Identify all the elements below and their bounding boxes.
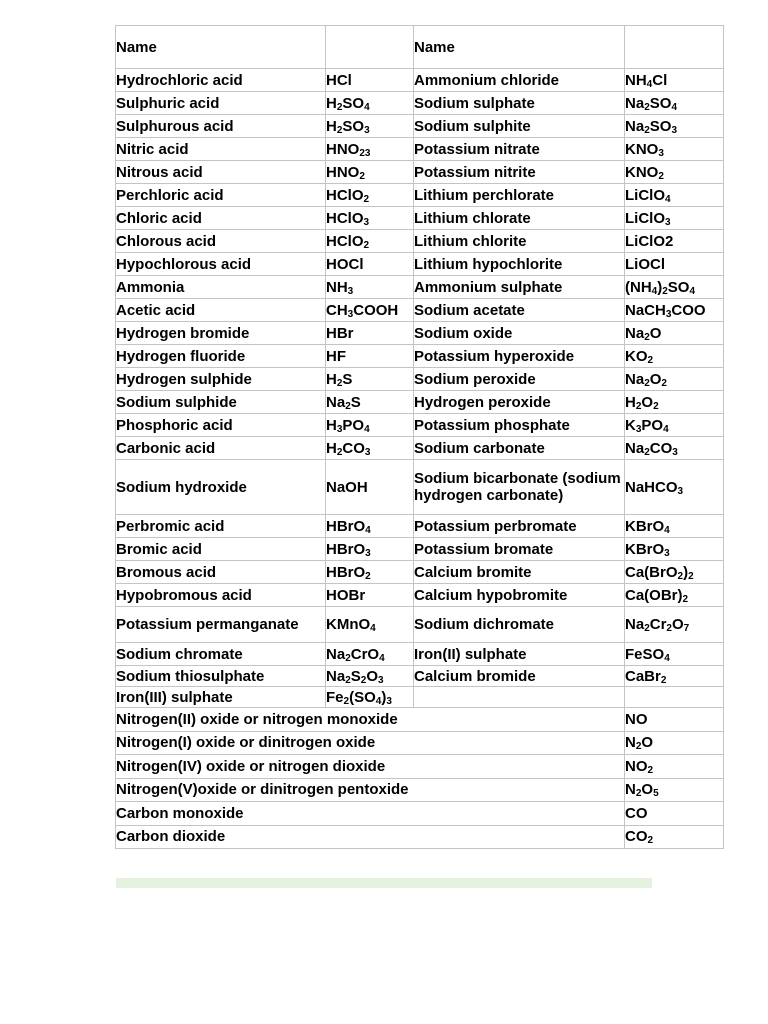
left-formula-cell: HClO$_2$ (326, 184, 414, 207)
table-row-wide (116, 802, 724, 826)
table-row (116, 584, 724, 607)
header-empty-cell (326, 26, 414, 69)
table-row (116, 391, 724, 414)
right-name-cell: Potassium phosphate (414, 414, 625, 437)
left-formula-cell: HClO$_2$ (326, 230, 414, 253)
left-formula-cell: HBrO$_4$ (326, 515, 414, 538)
right-name-cell: Sodium peroxide (414, 368, 625, 391)
table-row (116, 561, 724, 584)
right-formula-cell: NaCH$_3$COO (625, 299, 724, 322)
compound-formula-cell: $N_2O$ (625, 731, 724, 755)
chemical-names-table (115, 25, 724, 849)
left-formula-cell: HBr (326, 322, 414, 345)
right-name-cell: Sodium bicarbonate (sodium hydrogen carbonate) (414, 460, 625, 515)
right-formula-cell: LiClO$_3$ (625, 207, 724, 230)
left-formula-cell: HF (326, 345, 414, 368)
left-formula-cell: KMnO$_4$ (326, 607, 414, 643)
left-name-cell: Sulphurous acid (116, 115, 326, 138)
right-name-cell: Sodium sulphite (414, 115, 625, 138)
left-formula-cell: $H_2S$ (326, 368, 414, 391)
compound-formula-cell: CO (625, 802, 724, 826)
right-formula-cell: $Na_2SO_4$ (625, 92, 724, 115)
right-name-cell: Sodium carbonate (414, 437, 625, 460)
left-formula-cell: $Na_2S_2O_3$ (326, 666, 414, 687)
right-name-cell: Ammonium chloride (414, 69, 625, 92)
table-row (116, 253, 724, 276)
left-name-cell: Carbonic acid (116, 437, 326, 460)
table-row (116, 230, 724, 253)
table-row-wide (116, 825, 724, 849)
right-name-cell: Calcium bromite (414, 561, 625, 584)
left-formula-cell: HBrO$_3$ (326, 538, 414, 561)
right-name-cell: Lithium perchlorate (414, 184, 625, 207)
table-row (116, 538, 724, 561)
left-name-cell: Perchloric acid (116, 184, 326, 207)
right-name-cell: Hydrogen peroxide (414, 391, 625, 414)
right-name-cell: Iron(II) sulphate (414, 643, 625, 666)
compound-name-cell: Nitrogen(II) oxide or nitrogen monoxide (116, 708, 625, 732)
left-name-cell: Hydrogen fluoride (116, 345, 326, 368)
table-row-wide (116, 708, 724, 732)
right-formula-cell: $H_2O_2$ (625, 391, 724, 414)
left-name-cell: Hydrogen sulphide (116, 368, 326, 391)
right-formula-cell: $Na_2O_2$ (625, 368, 724, 391)
right-name-cell: Lithium chlorate (414, 207, 625, 230)
left-formula-cell: $CH_3COOH$ (326, 299, 414, 322)
right-name-cell: Lithium chlorite (414, 230, 625, 253)
header-name-cell: Name (116, 26, 326, 69)
left-name-cell: Acetic acid (116, 299, 326, 322)
table-header-row (116, 26, 724, 69)
right-name-cell: Potassium hyperoxide (414, 345, 625, 368)
left-formula-cell: $HNO_2$ (326, 161, 414, 184)
right-name-cell: Potassium nitrite (414, 161, 625, 184)
compound-name-cell: Nitrogen(I) oxide or dinitrogen oxide (116, 731, 625, 755)
right-formula-cell: $KNO_2$ (625, 161, 724, 184)
compound-formula-cell: $CO_2$ (625, 825, 724, 849)
left-formula-cell: HCl (326, 69, 414, 92)
table-row (116, 92, 724, 115)
right-formula-cell: $(NH_4)_2SO_4$ (625, 276, 724, 299)
right-formula-cell: $Na_2SO_3$ (625, 115, 724, 138)
table-row-wide (116, 778, 724, 802)
table-row-wide (116, 731, 724, 755)
table-row (116, 414, 724, 437)
table-row (116, 345, 724, 368)
right-formula-cell: $Na_2CO_3$ (625, 437, 724, 460)
left-formula-cell: NaOH (326, 460, 414, 515)
right-formula-cell: $KO_2$ (625, 345, 724, 368)
left-name-cell: Hydrogen bromide (116, 322, 326, 345)
left-name-cell: Hypochlorous acid (116, 253, 326, 276)
left-formula-cell: $Fe_2(SO_4)_3$ (326, 687, 414, 708)
left-name-cell: Perbromic acid (116, 515, 326, 538)
left-name-cell: Nitric acid (116, 138, 326, 161)
right-name-cell: Sodium acetate (414, 299, 625, 322)
compound-name-cell: Carbon monoxide (116, 802, 625, 826)
right-name-cell: Calcium bromide (414, 666, 625, 687)
left-formula-cell: $H_2SO_3$ (326, 115, 414, 138)
table-row (116, 207, 724, 230)
right-name-cell: Potassium bromate (414, 538, 625, 561)
compound-formula-cell: $N_2O_5$ (625, 778, 724, 802)
left-formula-cell: $H_2SO_4$ (326, 92, 414, 115)
right-name-cell: Sodium oxide (414, 322, 625, 345)
left-formula-cell: $Na_2CrO_4$ (326, 643, 414, 666)
right-formula-cell: KBrO$_4$ (625, 515, 724, 538)
left-name-cell: Potassium permanganate (116, 607, 326, 643)
right-formula-cell: NaHCO$_3$ (625, 460, 724, 515)
table-row (116, 115, 724, 138)
left-name-cell: Chloric acid (116, 207, 326, 230)
header-empty-cell (625, 26, 724, 69)
table-row (116, 607, 724, 643)
green-footer-bar (116, 878, 652, 888)
right-formula-cell: $KNO_3$ (625, 138, 724, 161)
left-name-cell: Bromic acid (116, 538, 326, 561)
right-name-cell: Potassium perbromate (414, 515, 625, 538)
right-formula-cell: $Ca(OBr)_2$ (625, 584, 724, 607)
table-row (116, 368, 724, 391)
table-row (116, 138, 724, 161)
empty-cell (414, 687, 625, 708)
left-formula-cell: $HNO_{23}$ (326, 138, 414, 161)
right-name-cell: Ammonium sulphate (414, 276, 625, 299)
header-name-cell: Name (414, 26, 625, 69)
right-name-cell: Lithium hypochlorite (414, 253, 625, 276)
table-row (116, 184, 724, 207)
left-name-cell: Chlorous acid (116, 230, 326, 253)
right-name-cell: Calcium hypobromite (414, 584, 625, 607)
table-row (116, 161, 724, 184)
right-formula-cell: CaBr$_2$ (625, 666, 724, 687)
table-header (116, 26, 724, 69)
table-row (116, 276, 724, 299)
compound-name-cell: Carbon dioxide (116, 825, 625, 849)
right-formula-cell: $K_3PO_4$ (625, 414, 724, 437)
left-formula-cell: $NH_3$ (326, 276, 414, 299)
left-name-cell: Sodium chromate (116, 643, 326, 666)
right-name-cell: Potassium nitrate (414, 138, 625, 161)
right-formula-cell: KBrO$_3$ (625, 538, 724, 561)
table-row (116, 666, 724, 687)
compound-formula-cell: $NO_2$ (625, 755, 724, 779)
left-name-cell: Iron(III) sulphate (116, 687, 326, 708)
right-formula-cell: FeSO$_4$ (625, 643, 724, 666)
table-row (116, 643, 724, 666)
left-formula-cell: HBrO$_2$ (326, 561, 414, 584)
left-formula-cell: $H_2CO_3$ (326, 437, 414, 460)
left-name-cell: Sodium sulphide (116, 391, 326, 414)
left-name-cell: Hypobromous acid (116, 584, 326, 607)
table-row (116, 515, 724, 538)
left-formula-cell: HClO$_3$ (326, 207, 414, 230)
right-formula-cell: LiOCl (625, 253, 724, 276)
table-body (116, 69, 724, 849)
left-name-cell: Nitrous acid (116, 161, 326, 184)
right-formula-cell: LiClO2 (625, 230, 724, 253)
right-name-cell: Sodium dichromate (414, 607, 625, 643)
left-name-cell: Bromous acid (116, 561, 326, 584)
right-name-cell: Sodium sulphate (414, 92, 625, 115)
empty-cell (625, 687, 724, 708)
right-formula-cell: $Na_2Cr_2O_7$ (625, 607, 724, 643)
compound-name-cell: Nitrogen(V)oxide or dinitrogen pentoxide (116, 778, 625, 802)
left-name-cell: Sodium thiosulphate (116, 666, 326, 687)
right-formula-cell: $Na_2O$ (625, 322, 724, 345)
left-formula-cell: HOBr (326, 584, 414, 607)
right-formula-cell: $Ca(BrO_2)_2$ (625, 561, 724, 584)
left-name-cell: Ammonia (116, 276, 326, 299)
left-formula-cell: $Na_2S$ (326, 391, 414, 414)
table-row (116, 460, 724, 515)
table-row (116, 299, 724, 322)
left-name-cell: Hydrochloric acid (116, 69, 326, 92)
left-formula-cell: $H_3PO_4$ (326, 414, 414, 437)
compound-formula-cell: NO (625, 708, 724, 732)
table-row (116, 687, 724, 708)
right-formula-cell: $NH_4Cl$ (625, 69, 724, 92)
left-formula-cell: HOCl (326, 253, 414, 276)
table-row (116, 322, 724, 345)
left-name-cell: Sodium hydroxide (116, 460, 326, 515)
table-row-wide (116, 755, 724, 779)
right-formula-cell: LiClO$_4$ (625, 184, 724, 207)
left-name-cell: Sulphuric acid (116, 92, 326, 115)
table-row (116, 69, 724, 92)
compound-name-cell: Nitrogen(IV) oxide or nitrogen dioxide (116, 755, 625, 779)
table-row (116, 437, 724, 460)
left-name-cell: Phosphoric acid (116, 414, 326, 437)
